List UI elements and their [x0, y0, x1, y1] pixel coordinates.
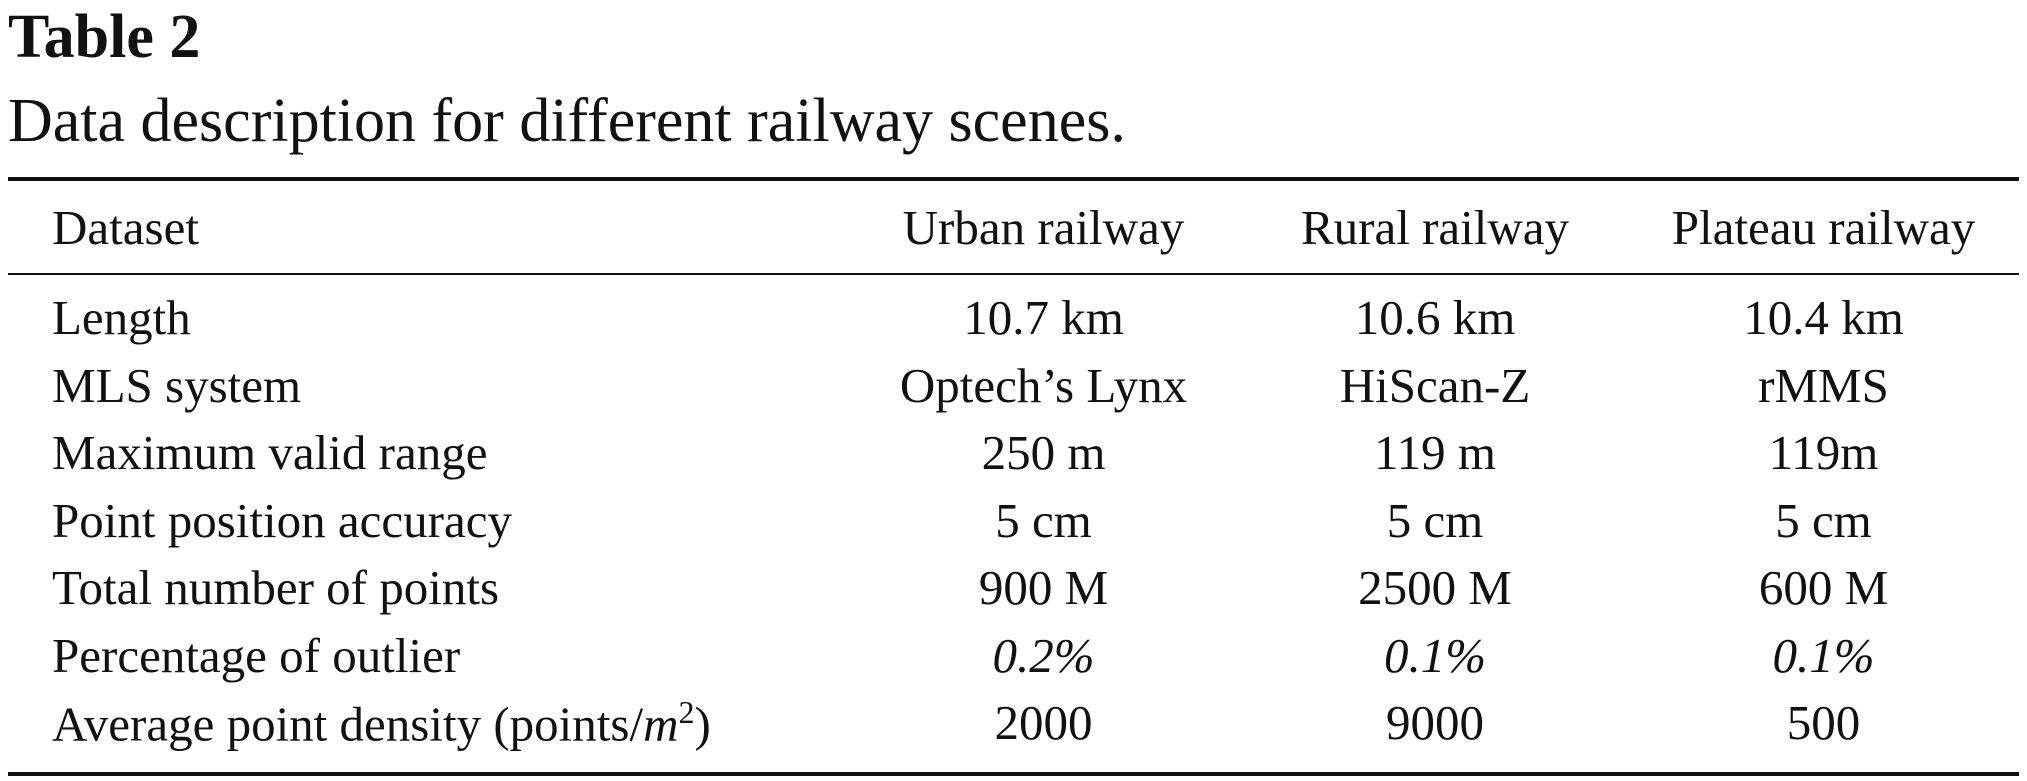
cell-rural: 9000: [1386, 695, 1484, 751]
header-rule: [8, 273, 2019, 275]
cell-plateau: rMMS: [1758, 357, 1889, 413]
table-row: [8, 352, 2019, 420]
table-row: [8, 419, 2019, 487]
table-row: [8, 487, 2019, 555]
cell-rural: 0.1%: [1383, 627, 1487, 683]
cell-urban: Optech’s Lynx: [899, 357, 1188, 413]
cell-plateau: 0.1%: [1772, 627, 1875, 683]
table-row: [8, 284, 2019, 352]
table-label: Table 2: [8, 3, 201, 71]
row-label: Point position accuracy: [52, 492, 512, 548]
cell-rural: HiScan-Z: [1339, 357, 1531, 413]
row-label-density: [8, 689, 845, 757]
row-label: MLS system: [52, 357, 302, 413]
table-caption: Data description for different railway scenes.: [8, 87, 1126, 155]
cell-urban: 5 cm: [995, 492, 1092, 548]
cell-rural: 2500 M: [1358, 560, 1512, 616]
column-header-dataset: Dataset: [52, 199, 199, 255]
column-header-rural: Rural railway: [1300, 199, 1570, 255]
cell-plateau: 600 M: [1758, 560, 1889, 616]
cell-urban: 10.7 km: [963, 290, 1124, 346]
column-header-plateau: Plateau railway: [1671, 199, 1976, 255]
row-label: Percentage of outlier: [52, 627, 461, 683]
cell-urban: 2000: [994, 695, 1093, 751]
cell-plateau: 5 cm: [1775, 492, 1872, 548]
density-label-text: Average point density (points/m: [52, 695, 679, 751]
table-header: [8, 181, 2019, 273]
density-label-close: ): [694, 695, 711, 751]
cell-plateau: 10.4 km: [1743, 290, 1904, 346]
row-label: Maximum valid range: [52, 425, 488, 481]
table-row: [8, 622, 2019, 690]
table-body: [8, 284, 2019, 757]
density-unit-symbol: m: [643, 695, 679, 751]
density-unit-exponent: 2: [678, 693, 695, 730]
row-label: Length: [52, 290, 191, 346]
row-label: Total number of points: [52, 560, 500, 616]
column-header-urban: Urban railway: [902, 199, 1185, 255]
table-row: [8, 689, 2019, 757]
table-row: [8, 554, 2019, 622]
cell-plateau: 500: [1786, 695, 1861, 751]
cell-rural: 119 m: [1373, 425, 1497, 481]
cell-urban: 900 M: [978, 560, 1109, 616]
cell-urban: 0.2%: [992, 627, 1095, 683]
cell-rural: 10.6 km: [1354, 290, 1516, 346]
cell-urban: 250 m: [981, 425, 1106, 481]
bottom-rule: [8, 772, 2019, 776]
cell-rural: 5 cm: [1386, 492, 1484, 548]
header-row: [8, 181, 2019, 273]
cell-plateau: 119m: [1768, 425, 1879, 481]
